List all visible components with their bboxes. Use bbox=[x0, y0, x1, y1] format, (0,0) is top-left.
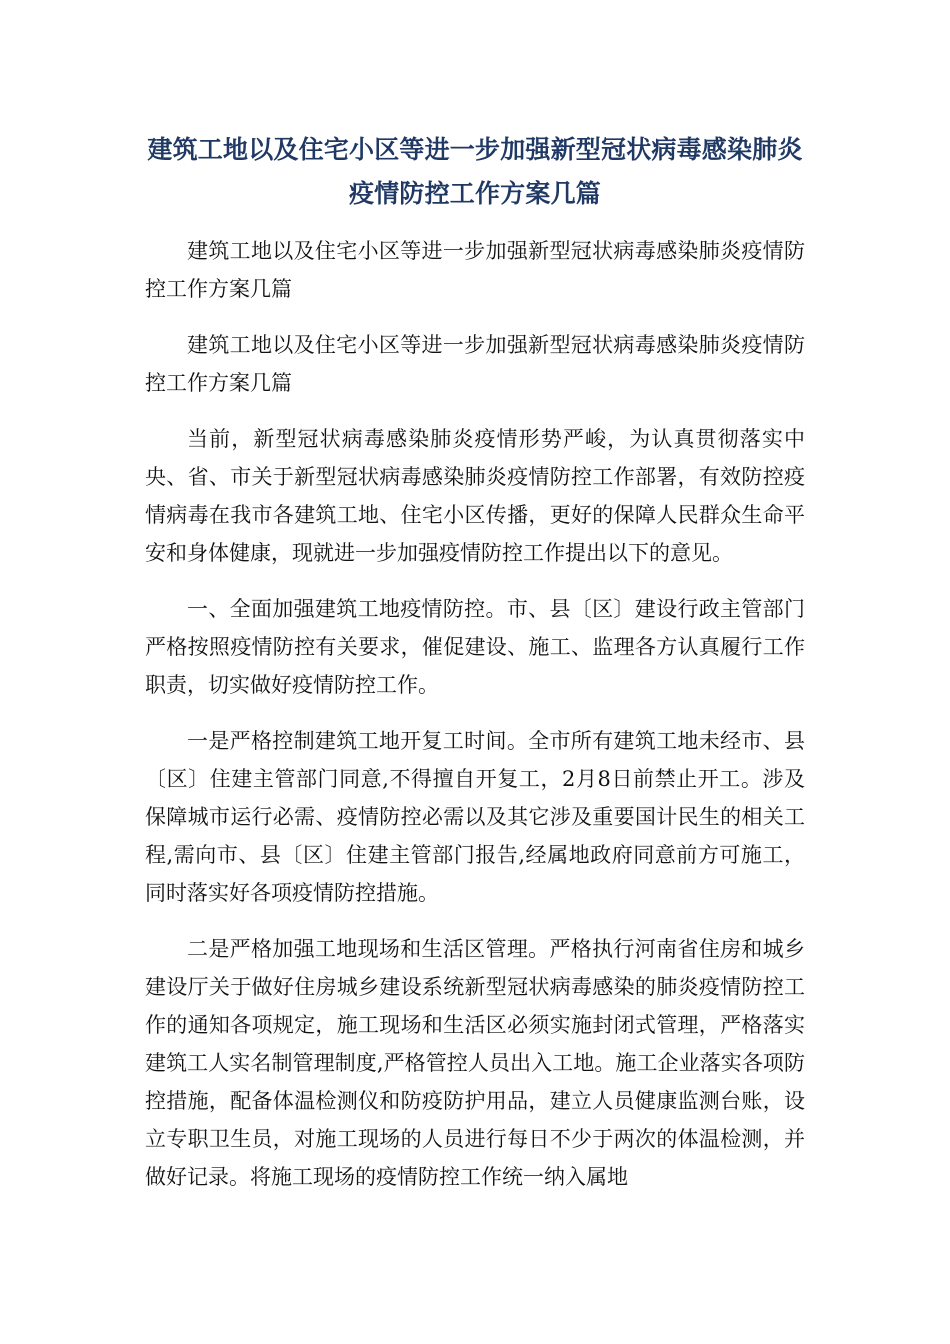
paragraph: 建筑工地以及住宅小区等进一步加强新型冠状病毒感染肺炎疫情防控工作方案几篇 bbox=[145, 333, 805, 395]
paragraph: 二是严格加强工地现场和生活区管理。严格执行河南省住房和城乡建设厅关于做好住房城乡建设系统新型冠状病毒感染的肺炎疫情防控工作的通知各项规定，施工现场和生活区必须实施封闭式管理，严格落实建筑工人实名制管理制度,严格管控人员出入工地。施工企业落实各项防控措施，配备体温检测仪和防疫防护用品，建立人员健康监测台账，设立专职卫生员，对施工现场的人员进行每日不少于两次的体温检测，并做好记录。将施工现场的疫情防控工作统一纳入属地 bbox=[145, 937, 805, 1189]
paragraph: 当前，新型冠状病毒感染肺炎疫情形势严峻，为认真贯彻落实中央、省、市关于新型冠状病毒感染肺炎疫情防控工作部署，有效防控疫情病毒在我市各建筑工地、住宅小区传播，更好的保障人民群众生命平安和身体健康，现就进一步加强疫情防控工作提出以下的意见。 bbox=[145, 427, 805, 565]
paragraph: 建筑工地以及住宅小区等进一步加强新型冠状病毒感染肺炎疫情防控工作方案几篇 bbox=[145, 239, 805, 301]
paragraph: 一、全面加强建筑工地疫情防控。市、县〔区〕建设行政主管部门严格按照疫情防控有关要求，催促建设、施工、监理各方认真履行工作职责，切实做好疫情防控工作。 bbox=[145, 597, 805, 697]
paragraph: 一是严格控制建筑工地开复工时间。全市所有建筑工地未经市、县〔区〕住建主管部门同意,不得擅自开复工，2月8日前禁止开工。涉及保障城市运行必需、疫情防控必需以及其它涉及重要国计民生的相关工程,需向市、县〔区〕住建主管部门报告,经属地政府同意前方可施工，同时落实好各项疫情防控措施。 bbox=[145, 729, 805, 905]
document-title: 建筑工地以及住宅小区等进一步加强新型冠状病毒感染肺炎疫情防控工作方案几篇 bbox=[147, 135, 803, 208]
document-body bbox=[145, 232, 805, 1214]
